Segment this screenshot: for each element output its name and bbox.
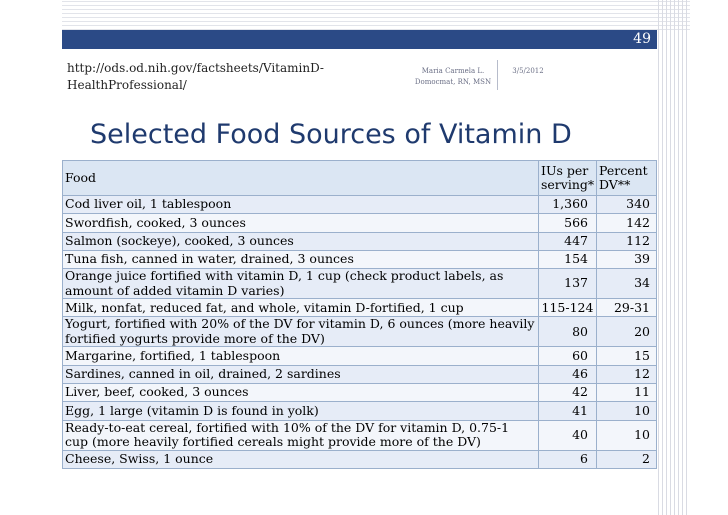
table-row (63, 196, 657, 214)
cell-food: Ready-to-eat cereal, fortified with 10% of the DV for vitamin D, 0.75-1 cup (more heavily fortified cereals might provide more of the DV) (63, 420, 539, 450)
cell-ius: 80 (539, 317, 597, 347)
vitamin-d-table (62, 160, 657, 469)
decorative-stripes-top (62, 0, 690, 30)
slide-date: 3/5/2012 (512, 67, 544, 75)
cell-food: Cheese, Swiss, 1 ounce (63, 450, 539, 468)
table-body (63, 196, 657, 469)
table-header-row (63, 161, 657, 196)
cell-food: Tuna fish, canned in water, drained, 3 ounces (63, 250, 539, 268)
cell-food: Liver, beef, cooked, 3 ounces (63, 384, 539, 402)
table-row (63, 299, 657, 317)
table-row (63, 250, 657, 268)
table-row (63, 232, 657, 250)
cell-food: Salmon (sockeye), cooked, 3 ounces (63, 232, 539, 250)
slide-title: Selected Food Sources of Vitamin D (90, 119, 572, 150)
cell-ius: 154 (539, 250, 597, 268)
cell-dv: 112 (597, 232, 657, 250)
cell-ius: 115-124 (539, 299, 597, 317)
table-row (63, 317, 657, 347)
page-number: 49 (633, 31, 651, 47)
cell-dv: 29-31 (597, 299, 657, 317)
cell-dv: 20 (597, 317, 657, 347)
cell-ius: 60 (539, 347, 597, 365)
header-ius: IUs per serving* (539, 161, 597, 196)
cell-ius: 46 (539, 365, 597, 383)
cell-food: Sardines, canned in oil, drained, 2 sardines (63, 365, 539, 383)
header-dv: Percent DV** (597, 161, 657, 196)
cell-dv: 2 (597, 450, 657, 468)
table-row (63, 384, 657, 402)
cell-dv: 10 (597, 420, 657, 450)
source-url: http://ods.od.nih.gov/factsheets/VitaminD-HealthProfessional/ (67, 61, 324, 92)
table-row (63, 450, 657, 468)
table-row (63, 347, 657, 365)
cell-food: Egg, 1 large (vitamin D is found in yolk) (63, 402, 539, 420)
cell-dv: 142 (597, 214, 657, 232)
cell-dv: 15 (597, 347, 657, 365)
cell-dv: 11 (597, 384, 657, 402)
cell-food: Milk, nonfat, reduced fat, and whole, vitamin D-fortified, 1 cup (63, 299, 539, 317)
header-food: Food (63, 161, 539, 196)
cell-ius: 6 (539, 450, 597, 468)
cell-food: Yogurt, fortified with 20% of the DV for vitamin D, 6 ounces (more heavily fortified yogurts provide more of the DV) (63, 317, 539, 347)
cell-food: Orange juice fortified with vitamin D, 1 cup (check product labels, as amount of added vitamin D varies) (63, 269, 539, 299)
cell-dv: 34 (597, 269, 657, 299)
table-row (63, 214, 657, 232)
cell-ius: 1,360 (539, 196, 597, 214)
cell-dv: 39 (597, 250, 657, 268)
footer-divider (497, 60, 498, 90)
cell-ius: 41 (539, 402, 597, 420)
cell-dv: 12 (597, 365, 657, 383)
cell-food: Swordfish, cooked, 3 ounces (63, 214, 539, 232)
cell-dv: 340 (597, 196, 657, 214)
cell-ius: 40 (539, 420, 597, 450)
table-row (63, 402, 657, 420)
cell-dv: 10 (597, 402, 657, 420)
table-row (63, 269, 657, 299)
author-name: Maria Carmela L. Domocmat, RN, MSN (414, 67, 492, 86)
table-row (63, 365, 657, 383)
cell-food: Margarine, fortified, 1 tablespoon (63, 347, 539, 365)
cell-ius: 566 (539, 214, 597, 232)
cell-ius: 447 (539, 232, 597, 250)
cell-food: Cod liver oil, 1 tablespoon (63, 196, 539, 214)
cell-ius: 137 (539, 269, 597, 299)
slide-header-bar (62, 30, 657, 49)
cell-ius: 42 (539, 384, 597, 402)
table-row (63, 420, 657, 450)
decorative-stripes-right (658, 0, 690, 515)
